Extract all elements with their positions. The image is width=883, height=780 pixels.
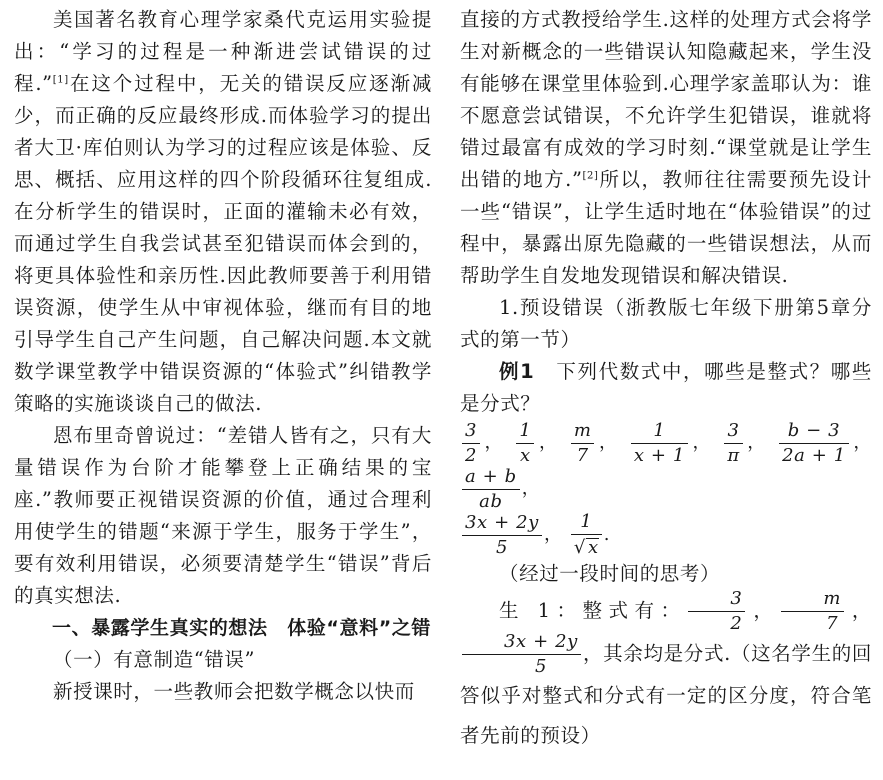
reference-marker: [2] bbox=[582, 170, 599, 182]
left-column bbox=[14, 4, 432, 708]
paragraph-continued bbox=[460, 4, 872, 292]
paragraph-text: 直接的方式教授给学生.这样的处理方式会将学生对新概念的一些错误认知隐藏起来，学生没有能够在课堂里体验到.心理学家盖耶认为：谁不愿意尝试错误，不允许学生犯错误，谁就将错过最富有成效的学习时刻.“课堂就是让学生出错的地方.” bbox=[460, 8, 872, 191]
radical-sign: √ bbox=[573, 537, 586, 558]
right-column bbox=[460, 4, 872, 756]
subsection-heading: （一）有意制造“错误” bbox=[53, 648, 256, 671]
example-text: 下列代数式中，哪些是整式？哪些是分式？ bbox=[460, 360, 872, 415]
example-label: 例1 bbox=[499, 360, 535, 383]
fraction: $\frac{3}{2}$ bbox=[688, 590, 745, 633]
fraction-sqrt: $\frac{1}{√ x}$ bbox=[571, 513, 602, 557]
answer-suffix: ，其余均是分式.（这名学生的回答似乎对整式和分式有一定的区分度，符合笔者先前的预设） bbox=[460, 642, 872, 747]
paragraph-new-lesson: 新授课时，一些教师会把数学概念以快而 bbox=[53, 680, 415, 703]
section-heading: 一、暴露学生真实的想法 体验“意料”之错 bbox=[52, 617, 431, 639]
section-preset-error: 1.预设错误（浙教版七年级下册第5章分式的第一节） bbox=[460, 296, 872, 351]
reference-marker: [1] bbox=[52, 74, 69, 86]
paragraph-quote: 恩布里奇曾说过：“差错人皆有之，只有大量错误作为台阶才能攀登上正确结果的宝座.”教师要正视错误资源的价值，通过合理利用使学生的错题“来源于学生，服务于学生”，要有效利用错误，必须要清楚学生“错误”背后的真实想法. bbox=[14, 424, 432, 607]
formula-list: $\frac{3}{2}$ ， $\frac{1}{x}$ ， $\frac{m}{7}$ ， $\frac{1}{x + 1}$ ， $\frac{3}{\pi}$ ， $\frac{b - 3}{2a + 1}$ ， $\frac{a + b}{ab}$ ， $\frac{3x + 2y}{5}$ ， $\frac{1}{√ x}$ . bbox=[460, 420, 872, 558]
fraction: $\frac{3x + 2y}{5}$ bbox=[462, 514, 542, 557]
fraction: $\frac{3}{2}$ bbox=[462, 422, 480, 465]
paragraph-text: 所以，教师往往需要预先设计一些“错误”，让学生适时地在“体验错误”的过程中，暴露出原先隐藏的一些错误想法，从而帮助学生自发地发现错误和解决错误. bbox=[460, 168, 872, 287]
fraction: $\frac{a + b}{ab}$ bbox=[462, 468, 520, 511]
thinking-note: （经过一段时间的思考） bbox=[499, 562, 721, 585]
paragraph-intro bbox=[14, 4, 432, 420]
fraction: $\frac{b - 3}{2a + 1}$ bbox=[779, 422, 849, 465]
fraction: $\frac{1}{x + 1}$ bbox=[631, 422, 688, 465]
paragraph-text: 美国著名教育心理学家桑代克运用实验提出：“学习的过程是一种渐进尝试错误的过程.” bbox=[14, 8, 432, 95]
fraction: $\frac{1}{x}$ bbox=[516, 422, 534, 465]
answer-prefix: 生 1：整式有： bbox=[499, 599, 687, 622]
fraction: $\frac{3x + 2y}{5}$ bbox=[462, 633, 581, 676]
fraction: $\frac{m}{7}$ bbox=[781, 590, 844, 633]
fraction: $\frac{3}{\pi}$ bbox=[724, 422, 742, 465]
example-question bbox=[460, 356, 872, 420]
student-answer: 生 1：整式有： $\frac{3}{2}$ ， $\frac{m}{7}$ ， $\frac{3x + 2y}{5}$ ，其余均是分式.（这名学生的回答似乎对整式和分式有一定的区分度，符合笔者先前的预设） bbox=[460, 588, 872, 747]
paragraph-text: 在这个过程中，无关的错误反应逐渐减少，而正确的反应最终形成.而体验学习的提出者大卫·库伯则认为学习的过程应该是体验、反思、概括、应用这样的四个阶段循环往复组成.在分析学生的错误时，正面的灌输未必有效，而通过学生自我尝试甚至犯错误而体会到的，将更具体验性和亲历性.因此教师要善于利用错误资源，使学生从中审视体验，继而有目的地引导学生自己产生问题，自己解决问题.本文就数学课堂教学中错误资源的“体验式”纠错教学策略的实施谈谈自己的做法. bbox=[14, 72, 433, 415]
fraction: $\frac{m}{7}$ bbox=[571, 422, 595, 465]
